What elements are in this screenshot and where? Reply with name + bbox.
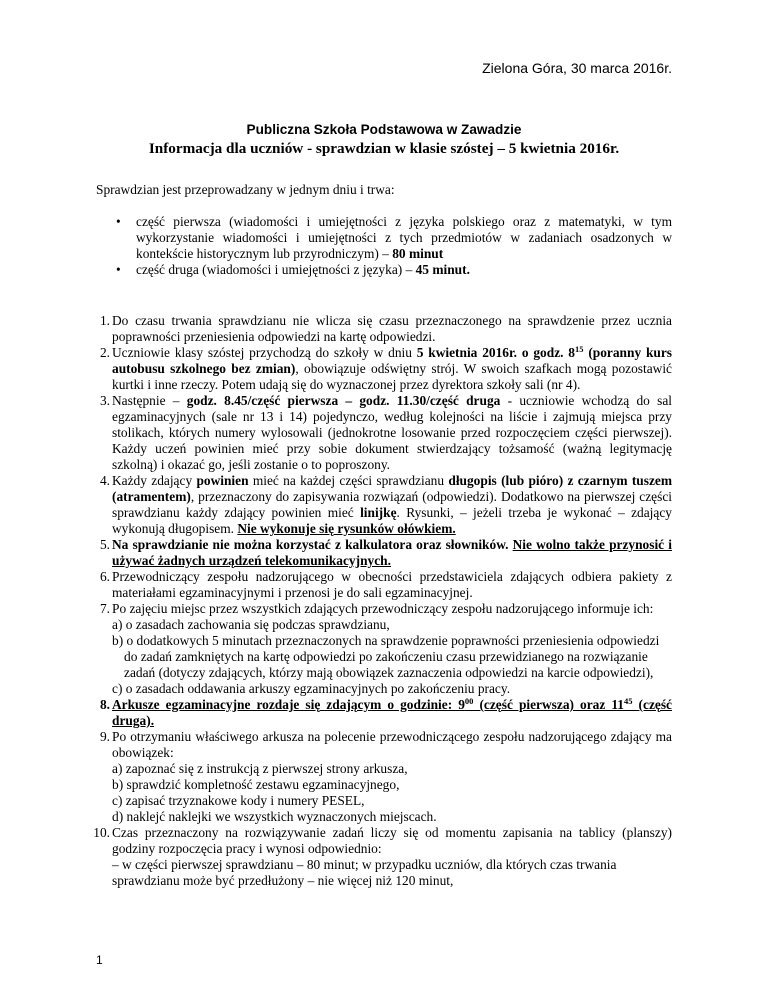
item-text: Do czasu trwania sprawdzianu nie wlicza się czasu przeznaczonego na sprawdzenie przez ucznia poprawności przeniesienia odpowiedzi na kartę odpowiedzi. [112,313,672,344]
bullet-item [136,262,672,278]
item-text: (część druga). [112,697,672,728]
sub-list [112,857,672,889]
item-text: - uczniowie wchodzą do sal egzaminacyjnych (sale nr 13 i 14) pojedynczo, według kolejności na liście i zajmują miejsca przy stolikach, których numery wylosowali (jednokrotne losowanie przed rozpoczęciem części pierwszej). Każdy uczeń powinien mieć przy sobie dokument stwierdzający tożsamość (ważną legitymację szkolną) i okazać go, jeśli zostanie o to poproszony. [112,393,672,472]
item-number: 7. [99,601,110,616]
sub-item: c) zapisać trzyznakowe kody i numery PESEL, [112,793,365,808]
time-superscript: 00 [464,696,474,706]
list-item [99,344,673,393]
item-text: . Rysunki, – jeżeli trzeba je wykonać – zdający wykonują długopisem. [112,505,672,536]
item-text: Po otrzymaniu właściwego arkusza na polecenie przewodniczącego zespołu nadzorującego zdający ma obowiązek: [112,729,672,760]
sub-item: d) naklejć naklejki we wszystkich wyznaczonych miejscach. [112,809,437,824]
list-item [93,825,672,889]
bullet-bold: 45 minut. [415,262,470,277]
item-number: 3. [99,393,110,408]
item-bold: linijkę [360,505,397,520]
item-text: Każdy zdający [112,473,197,488]
item-text: Przewodniczący zespołu nadzorującego w obecności przedstawiciela zdających odbiera pakiety z materiałami egzaminacyjnymi i przenosi je do sali egzaminacyjnej. [112,569,672,600]
item-text: , obowiązuje odświętny strój. W swoich szafkach mogą pozostawić kurtki i inne rzeczy. Potem udają się do wyznaczonej przez dyrektora szkoły sali (nr 4). [112,361,673,392]
item-number: 4. [99,473,110,488]
document-title: Informacja dla uczniów - sprawdzian w klasie szóstej – 5 kwietnia 2016r. [148,140,620,157]
item-bold: długopis (lub pióro) z czarnym tuszem (atramentem) [112,473,673,504]
bullet-item [136,214,672,262]
list-item [99,569,672,601]
school-name: Publiczna Szkoła Podstawowa w Zawadzie [246,122,522,137]
list-item [99,601,672,697]
bullet-text: część druga (wiadomości i umiejętności z języka) – [136,262,416,277]
item-text: mieć na każdej części sprawdzianu [248,473,449,488]
sub-item: – w części pierwszej sprawdzianu – 80 minut; w przypadku uczniów, dla których czas trwania sprawdzianu może być przedłużony – nie więcej niż 120 minut, [112,857,617,888]
item-number: 10. [93,825,110,840]
item-bold: 5 kwietnia 2016r. o godz. 8 [416,345,575,360]
sub-item: b) sprawdzić kompletność zestawu egzaminacyjnego, [112,777,400,792]
item-text: Po zajęciu miejsc przez wszystkich zdających przewodniczący zespołu nadzorującego informuje ich: [112,601,654,616]
bullet-bold: 80 minut [392,246,444,261]
page-number: 1 [96,953,103,967]
sub-item: c) o zasadach oddawania arkuszy egzaminacyjnych po zakończeniu pracy. [112,681,511,696]
list-item [99,537,672,569]
sub-item: b) o dodatkowych 5 minutach przeznaczonych na sprawdzenie poprawności przeniesienia odpowiedzi do zadań zamkniętych na kartę odpowiedzi po zakończeniu czasu przewidzianego na rozwiązanie zadań (dotyczy zdających, którzy mają obowiązek zaznaczenia odpowiedzi na karcie odpowiedzi), [112,633,660,680]
item-number: 1. [99,313,110,328]
intro-paragraph: Sprawdzian jest przeprowadzany w jednym dniu i trwa: [96,182,395,197]
item-bold-underlined: Nie wykonuje się rysunków ołówkiem. [237,521,456,536]
list-item [99,313,672,345]
item-text: , przeznaczony do zapisywania rozwiązań (odpowiedzi). Dodatkowo na pierwszej części sprawdzianu każdy zdający powinien mieć [112,489,672,520]
list-item [99,729,672,825]
item-text: (część pierwsza) oraz 11 [473,697,624,712]
numbered-list [93,313,673,889]
item-number: 8. [99,697,110,712]
bullet-list [136,214,672,278]
time-superscript: 45 [624,696,633,706]
list-item [99,696,672,729]
item-number: 2. [99,345,110,360]
bullet-text: część pierwsza (wiadomości i umiejętności z języka polskiego oraz z matematyki, w tym wykorzystanie wiadomości i umiejętności z tych przedmiotów w zadaniach osadzonych w kontekście historycznym lub przyrodniczym) – [136,214,672,261]
item-bold: godz. 8.45/część pierwsza – godz. 11.30/część druga [186,393,501,408]
sub-item: a) o zasadach zachowania się podczas sprawdzianu, [112,617,390,632]
item-number: 9. [99,729,110,744]
document-date: Zielona Góra, 30 marca 2016r. [482,60,672,76]
item-bold: (poranny kurs autobusu szkolnego bez zmian) [112,345,673,376]
list-item [99,473,673,537]
sub-list [112,617,672,697]
item-number: 5. [99,537,110,552]
sub-item: a) zapoznać się z instrukcją z pierwszej strony arkusza, [112,761,408,776]
item-bold: powinien [196,473,249,488]
sub-list [112,761,672,825]
item-text: Czas przeznaczony na rozwiązywanie zadań liczy się od momentu zapisania na tablicy (planszy) godziny rozpoczęcia pracy i wynosi odpowiednio: [112,825,672,856]
time-superscript: 15 [575,344,584,354]
item-bold: Na sprawdzianie nie można korzystać z kalkulatora oraz słowników. [112,537,513,552]
item-bold-underlined: Nie wolno także przynosić i używać żadnych urządzeń telekomunikacyjnych. [112,537,672,568]
item-bold-underlined [112,697,672,728]
list-item [99,393,672,473]
item-text: Arkusze egzaminacyjne rozdaje się zdającym o godzinie: 9 [112,697,465,712]
item-text: Następnie – [112,393,187,408]
item-text: Uczniowie klasy szóstej przychodzą do szkoły w dniu [112,345,417,360]
item-number: 6. [99,569,110,584]
